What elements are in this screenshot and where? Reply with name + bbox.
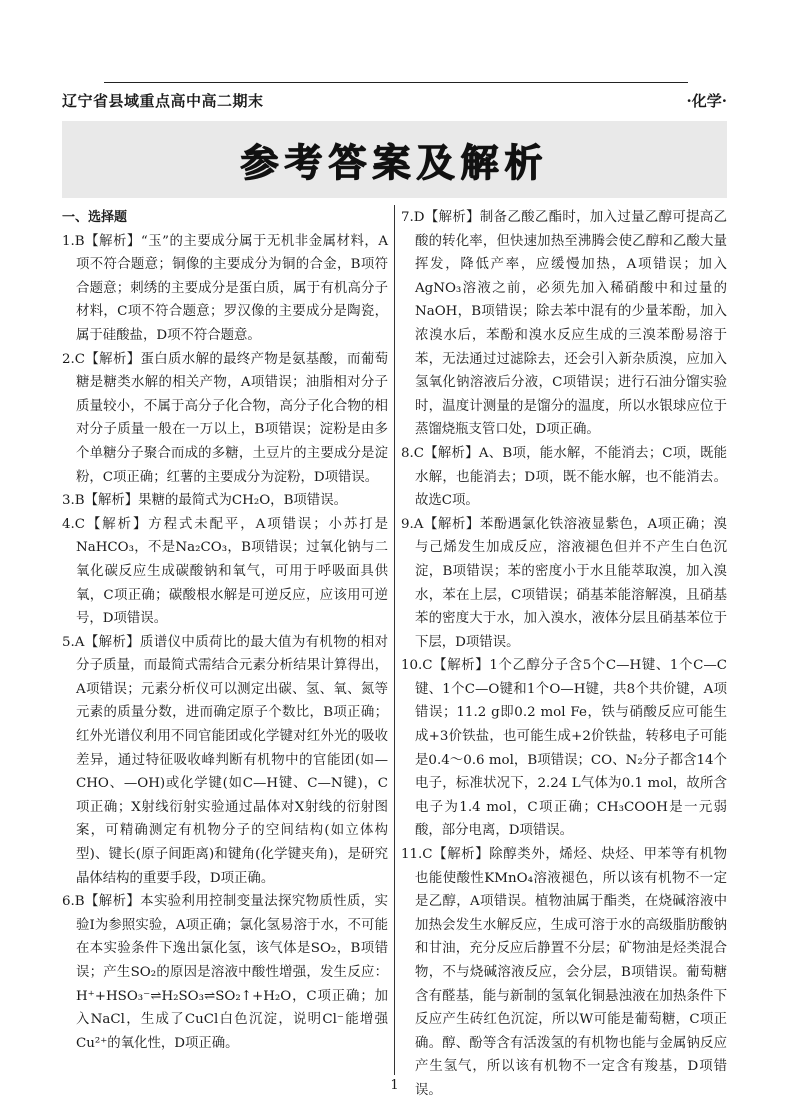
answer-item: 1.B【解析】“玉”的主要成分属于无机非金属材料，A项不符合题意；铜像的主要成分为铜的合金，B项符合题意；刺绣的主要成分是蛋白质，属于有机高分子材料，C项不符合题意；罗汉像的主要成分是陶瓷，属于硅酸盐，D项不符合题意。 [62, 233, 388, 343]
answer-item: 7.D【解析】制备乙酸乙酯时，加入过量乙醇可提高乙酸的转化率，但快速加热至沸腾会使乙醇和乙酸大量挥发，降低产率，应缓慢加热，A项错误；加入AgNO₃溶液之前，必须先加入稀硝酸中和过量的NaOH，B项错误；除去苯中混有的少量苯酚，加入浓溴水后，苯酚和溴水反应生成的三溴苯酚易溶于苯，无法通过过滤除去，还会引入新杂质溴，应加入氢氧化钠溶液后分液，C项错误；进行石油分馏实验时，温度计测量的是馏分的温度，所以水银球应位于蒸馏烧瓶支管口处，D项正确。 [401, 210, 727, 438]
page-number: 1 [390, 1078, 399, 1093]
right-column [401, 206, 727, 1103]
header-rule [104, 82, 688, 83]
page-title: 参考答案及解析 [240, 141, 549, 185]
answer-item: 11.C【解析】除醇类外，烯烃、炔烃、甲苯等有机物也能使酸性KMnO₄溶液褪色，所以该有机物不一定是乙醇，A项错误。植物油属于酯类，在烧碱溶液中加热会发生水解反应，生成可溶于水的高级脂肪酸钠和甘油，充分反应后静置不分层；矿物油是烃类混合物，不与烧碱溶液反应，会分层，B项错误。葡萄糖含有醛基，能与新制的氢氧化铜悬浊液在加热条件下反应产生砖红色沉淀，所以W可能是葡萄糖，C项正确。醇、酚等含有活泼氢的有机物也能与金属钠反应产生氢气，所以该有机物不一定含有羧基，D项错误。 [401, 847, 727, 1098]
column-divider [394, 205, 395, 1075]
answer-item: 4.C【解析】方程式未配平，A项错误；小苏打是NaHCO₃，不是Na₂CO₃，B项错误；过氧化钠与二氧化碳反应生成碳酸钠和氧气，可用于呼吸面具供氧，C项正确；碳酸根水解是可逆反应，应该用可逆号，D项错误。 [62, 516, 388, 627]
left-column [62, 206, 388, 1055]
answer-item: 5.A【解析】质谱仪中质荷比的最大值为有机物的相对分子质量，而最简式需结合元素分析结果计算得出，A项错误；元素分析仪可以测定出碳、氢、氧、氮等元素的质量分数，进而确定原子个数比，B项正确；红外光谱仪利用不同官能团或化学键对红外光的吸收差异，通过特征吸收峰判断有机物中的官能团(如—CHO、—OH)或化学键(如C—H键、C—N键)，C项正确；X射线衍射实验通过晶体对X射线的衍射图案，可精确测定有机物分子的空间结构(如立体构型)、键长(原子间距离)和键角(化学键夹角)，是研究晶体结构的重要手段，D项正确。 [62, 634, 388, 886]
answer-item: 8.C【解析】A、B项，能水解，不能消去；C项，既能水解，也能消去；D项，既不能水解，也不能消去。故选C项。 [401, 445, 727, 509]
subject-label: ·化学· [686, 92, 727, 110]
answer-item: 10.C【解析】1个乙醇分子含5个C—H键、1个C—C键、1个C—O键和1个O—H键，共8个共价键，A项错误；11.2 g即0.2 mol Fe，铁与硝酸反应可能生成+3价铁盐，也可能生成+2价铁盐，转移电子可能是0.4～0.6 mol，B项错误；CO、N₂分子都含14个电子，标准状况下，2.24 L气体为0.1 mol，故所含电子为1.4 mol，C项正确；CH₃COOH是一元弱酸，部分电离，D项错误。 [401, 658, 727, 839]
answer-item: 6.B【解析】本实验利用控制变量法探究物质性质，实验Ⅰ为参照实验，A项正确；氯化氢易溶于水，不可能在本实验条件下逸出氯化氢，该气体是SO₂，B项错误；产生SO₂的原因是溶液中酸性增强，发生反应：H⁺+HSO₃⁻⇌H₂SO₃⇌SO₂↑+H₂O，C项正确；加入NaCl，生成了CuCl白色沉淀，说明Cl⁻能增强Cu²⁺的氧化性，D项正确。 [62, 894, 388, 1051]
answer-item: 2.C【解析】蛋白质水解的最终产物是氨基酸，而葡萄糖是糖类水解的相关产物，A项错误；油脂相对分子质量较小，不属于高分子化合物，高分子化合物的相对分子质量一般在一万以上，B项错误；淀粉是由多个单糖分子聚合而成的多糖，土豆片的主要成分是淀粉，C项正确；红薯的主要成分为淀粉，D项错误。 [62, 351, 388, 485]
answer-item: 3.B【解析】果糖的最简式为CH₂O，B项错误。 [62, 493, 347, 509]
section-title: 一、选择题 [62, 210, 128, 225]
title-banner [62, 121, 727, 198]
answer-item: 9.A【解析】苯酚遇氯化铁溶液显紫色，A项正确；溴与己烯发生加成反应，溶液褪色但并不产生白色沉淀，B项错误；苯的密度小于水且能萃取溴，加入溴水，苯在上层，C项错误；硝基苯能溶解溴，且硝基苯的密度大于水，加入溴水，液体分层且硝基苯位于下层，D项错误。 [401, 516, 727, 650]
exam-title: 辽宁省县域重点高中高二期末 [62, 92, 264, 110]
